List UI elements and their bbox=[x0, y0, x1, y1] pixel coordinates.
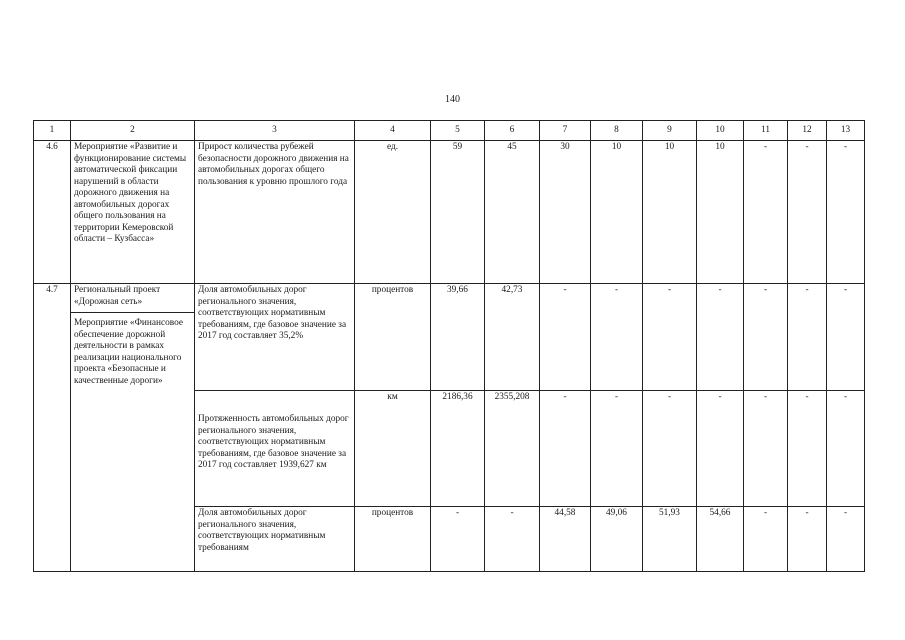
value-cell: - bbox=[827, 391, 865, 507]
measure-cell: Мероприятие «Развитие и функционирование системы автоматической фиксации нарушений в области дорожного движения на автомобильных дорогах общего пользования на территории Кемеровской области – Кузбасса» bbox=[71, 141, 195, 284]
indicator-cell: Прирост количества рубежей безопасности дорожного движения на автомобильных дорогах общего пользования к уровню прошлого года bbox=[195, 141, 355, 284]
header-cell: 10 bbox=[697, 121, 744, 141]
value-cell: 54,66 bbox=[697, 507, 744, 572]
header-cell: 3 bbox=[195, 121, 355, 141]
table-row bbox=[34, 284, 865, 391]
indicator-cell: Доля автомобильных дорог регионального значения, соответствующих нормативным требованиям, где базовое значение за 2017 год составляет 35,2% bbox=[195, 284, 355, 391]
value-cell: - bbox=[827, 507, 865, 572]
unit-cell: процентов bbox=[355, 284, 431, 391]
header-cell: 1 bbox=[34, 121, 71, 141]
value-cell: - bbox=[788, 141, 827, 284]
value-cell: - bbox=[744, 284, 788, 391]
header-cell: 8 bbox=[591, 121, 643, 141]
header-cell: 7 bbox=[540, 121, 591, 141]
value-cell: - bbox=[744, 141, 788, 284]
header-cell: 13 bbox=[827, 121, 865, 141]
unit-cell: км bbox=[355, 391, 431, 507]
value-cell: - bbox=[643, 391, 697, 507]
table-row bbox=[34, 141, 865, 284]
page-number: 140 bbox=[445, 94, 460, 105]
indicators-table bbox=[33, 120, 865, 572]
header-cell: 2 bbox=[71, 121, 195, 141]
value-cell: 30 bbox=[540, 141, 591, 284]
value-cell: - bbox=[591, 391, 643, 507]
value-cell: - bbox=[540, 391, 591, 507]
value-cell: - bbox=[540, 284, 591, 391]
value-cell: 10 bbox=[697, 141, 744, 284]
value-cell: - bbox=[697, 391, 744, 507]
value-cell: 42,73 bbox=[485, 284, 540, 391]
value-cell: 2355,208 bbox=[485, 391, 540, 507]
value-cell: 45 bbox=[485, 141, 540, 284]
value-cell: 59 bbox=[431, 141, 485, 284]
value-cell: - bbox=[788, 284, 827, 391]
value-cell: - bbox=[485, 507, 540, 572]
row-number: 4.7 bbox=[34, 284, 71, 572]
header-cell: 9 bbox=[643, 121, 697, 141]
value-cell: - bbox=[788, 391, 827, 507]
header-cell: 5 bbox=[431, 121, 485, 141]
unit-cell: процентов bbox=[355, 507, 431, 572]
row-number: 4.6 bbox=[34, 141, 71, 284]
value-cell: 10 bbox=[643, 141, 697, 284]
indicator-cell: Доля автомобильных дорог регионального значения, соответствующих нормативным требованиям bbox=[195, 507, 355, 572]
value-cell: - bbox=[788, 507, 827, 572]
value-cell: - bbox=[827, 141, 865, 284]
header-cell: 11 bbox=[744, 121, 788, 141]
value-cell: - bbox=[827, 284, 865, 391]
header-cell: 12 bbox=[788, 121, 827, 141]
value-cell: - bbox=[591, 284, 643, 391]
value-cell: 2186,36 bbox=[431, 391, 485, 507]
project-name: Региональный проект «Дорожная сеть» bbox=[71, 284, 194, 313]
value-cell: - bbox=[697, 284, 744, 391]
value-cell: - bbox=[744, 391, 788, 507]
indicator-cell: Протяженность автомобильных дорог регионального значения, соответствующих нормативным требованиям, где базовое значение за 2017 год составляет 1939,627 км bbox=[195, 391, 355, 507]
header-cell: 4 bbox=[355, 121, 431, 141]
value-cell: 49,06 bbox=[591, 507, 643, 572]
value-cell: 10 bbox=[591, 141, 643, 284]
table-header-row bbox=[34, 121, 865, 141]
value-cell: 51,93 bbox=[643, 507, 697, 572]
unit-cell: ед. bbox=[355, 141, 431, 284]
value-cell: 39,66 bbox=[431, 284, 485, 391]
header-cell: 6 bbox=[485, 121, 540, 141]
value-cell: - bbox=[744, 507, 788, 572]
value-cell: - bbox=[431, 507, 485, 572]
measure-name: Мероприятие «Финансовое обеспечение дорожной деятельности в рамках реализации национального проекта «Безопасные и качественные дороги» bbox=[74, 318, 183, 386]
value-cell: 44,58 bbox=[540, 507, 591, 572]
project-measure-cell bbox=[71, 284, 195, 572]
value-cell: - bbox=[643, 284, 697, 391]
